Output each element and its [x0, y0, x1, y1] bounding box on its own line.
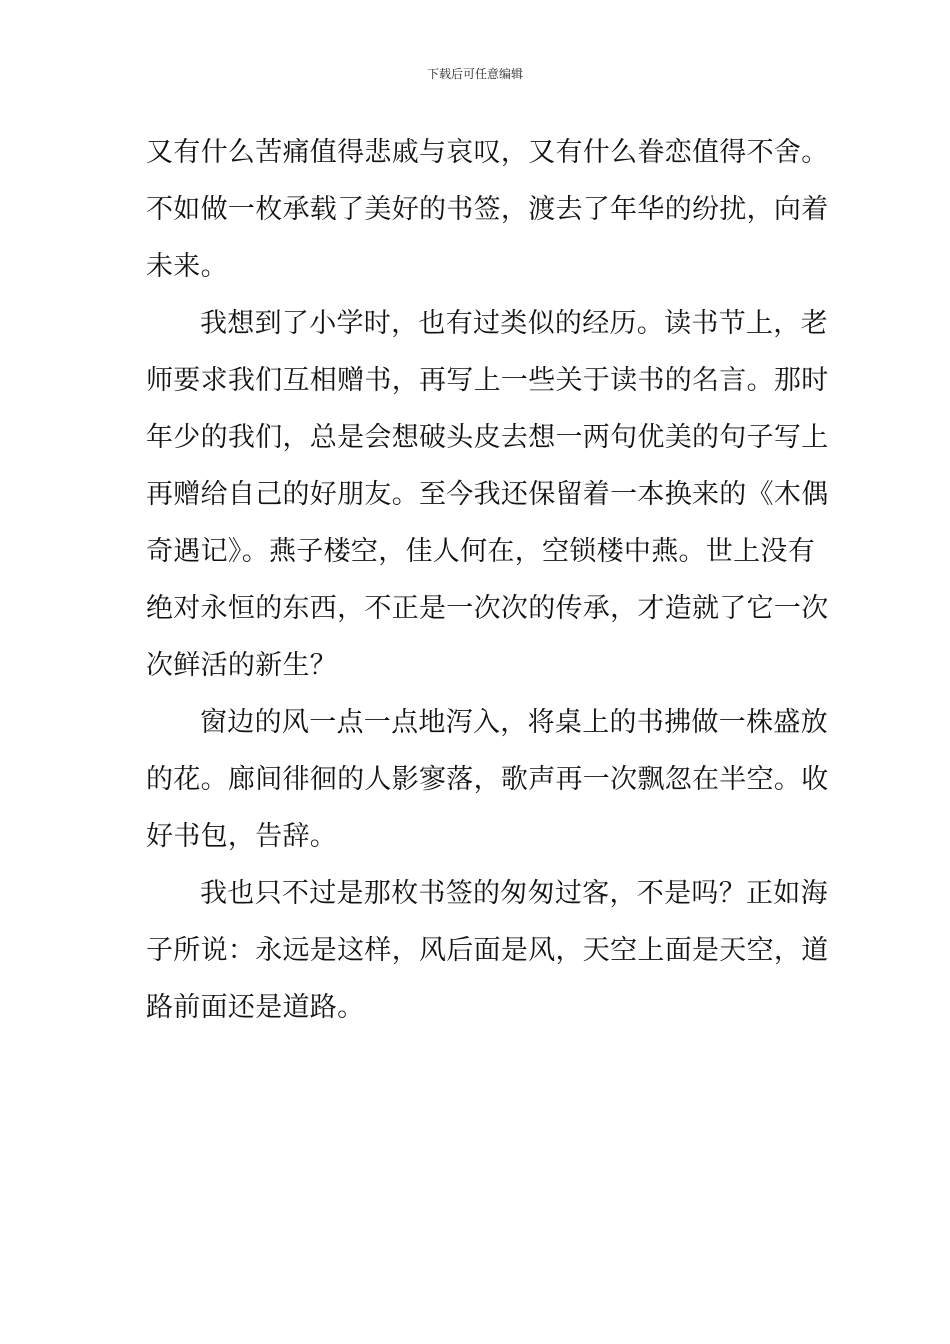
paragraph-line: 次鲜活的新生？ — [146, 650, 338, 681]
paragraph-line: 子所说：永远是这样，风后面是风，天空上面是天空，道 — [146, 935, 829, 966]
paragraph-line: 窗边的风一点一点地泻入，将桌上的书拂做一株盛放 — [200, 707, 828, 738]
paragraph-line: 未来。 — [146, 251, 228, 282]
paragraph-line: 我想到了小学时，也有过类似的经历。读书节上，老 — [200, 308, 828, 339]
document-body — [146, 124, 829, 1036]
paragraph-line: 不如做一枚承载了美好的书签，渡去了年华的纷扰，向着 — [146, 194, 829, 225]
paragraph-line: 再赠给自己的好朋友。至今我还保留着一本换来的《木偶 — [146, 479, 829, 510]
paragraph-line: 路前面还是道路。 — [146, 992, 365, 1023]
paragraph-3 — [146, 694, 829, 865]
page-header-note: 下载后可任意编辑 — [426, 67, 523, 81]
paragraph-line: 的花。廊间徘徊的人影寥落，歌声再一次飘忽在半空。收 — [146, 764, 829, 795]
paragraph-4 — [146, 865, 829, 1036]
paragraph-line: 年少的我们，总是会想破头皮去想一两句优美的句子写上 — [146, 422, 829, 453]
paragraph-line: 好书包，告辞。 — [146, 821, 338, 852]
paragraph-line: 奇遇记》。燕子楼空，佳人何在，空锁楼中燕。世上没有 — [146, 536, 815, 567]
paragraph-1 — [146, 124, 829, 295]
paragraph-line: 绝对永恒的东西，不正是一次次的传承，才造就了它一次 — [146, 593, 829, 624]
paragraph-line: 师要求我们互相赠书，再写上一些关于读书的名言。那时 — [146, 365, 829, 396]
paragraph-2 — [146, 295, 829, 694]
paragraph-line: 又有什么苦痛值得悲戚与哀叹，又有什么眷恋值得不舍。 — [146, 137, 829, 168]
paragraph-line: 我也只不过是那枚书签的匆匆过客，不是吗？正如海 — [200, 878, 828, 909]
